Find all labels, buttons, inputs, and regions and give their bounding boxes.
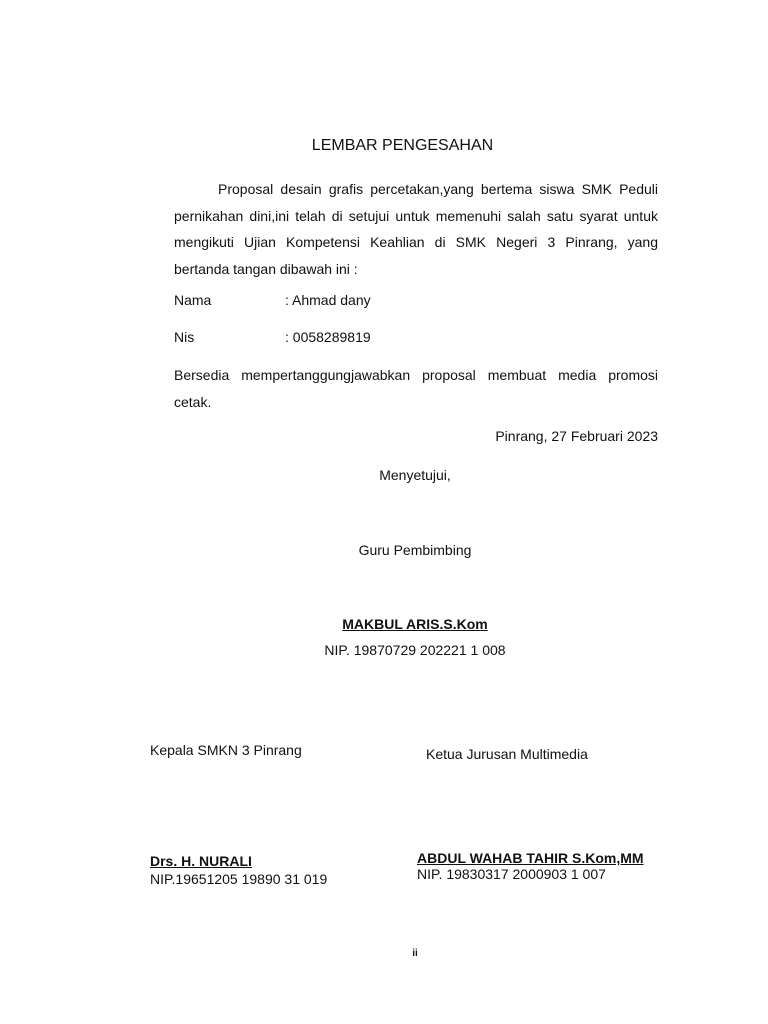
department-head-nip: NIP. 19830317 2000903 1 007 (417, 866, 606, 882)
principal-nip: NIP.19651205 19890 31 019 (150, 871, 328, 887)
department-head-name: ABDUL WAHAB TAHIR S.Kom,MM (417, 850, 644, 866)
field-label-nama: Nama (174, 292, 212, 308)
advisor-role: Guru Pembimbing (358, 542, 472, 558)
place-date: Pinrang, 27 Februari 2023 (495, 428, 658, 444)
field-value-nis: : 0058289819 (285, 329, 371, 345)
department-head-role: Ketua Jurusan Multimedia (426, 746, 588, 762)
intro-paragraph: Proposal desain grafis percetakan,yang bertema siswa SMK Peduli pernikahan dini,ini telah di setujui untuk memenuhi salah satu syarat untuk mengikuti Ujian Kompetensi Keahlian di SMK Negeri 3 Pinrang, yang bertanda tangan dibawah ini : (174, 181, 658, 277)
page-title: LEMBAR PENGESAHAN (311, 137, 494, 154)
advisor-nip: NIP. 19870729 202221 1 008 (324, 642, 506, 658)
field-value-nama: : Ahmad dany (285, 292, 371, 308)
page-number: ii (412, 948, 418, 959)
field-label-nis: Nis (174, 329, 195, 345)
principal-role: Kepala SMKN 3 Pinrang (150, 742, 302, 758)
approval-text: Menyetujui, (379, 467, 451, 483)
principal-name: Drs. H. NURALI (150, 853, 252, 869)
advisor-name: MAKBUL ARIS.S.Kom (342, 616, 488, 632)
statement-paragraph: Bersedia mempertanggungjawabkan proposal membuat media promosi cetak. (174, 367, 658, 410)
